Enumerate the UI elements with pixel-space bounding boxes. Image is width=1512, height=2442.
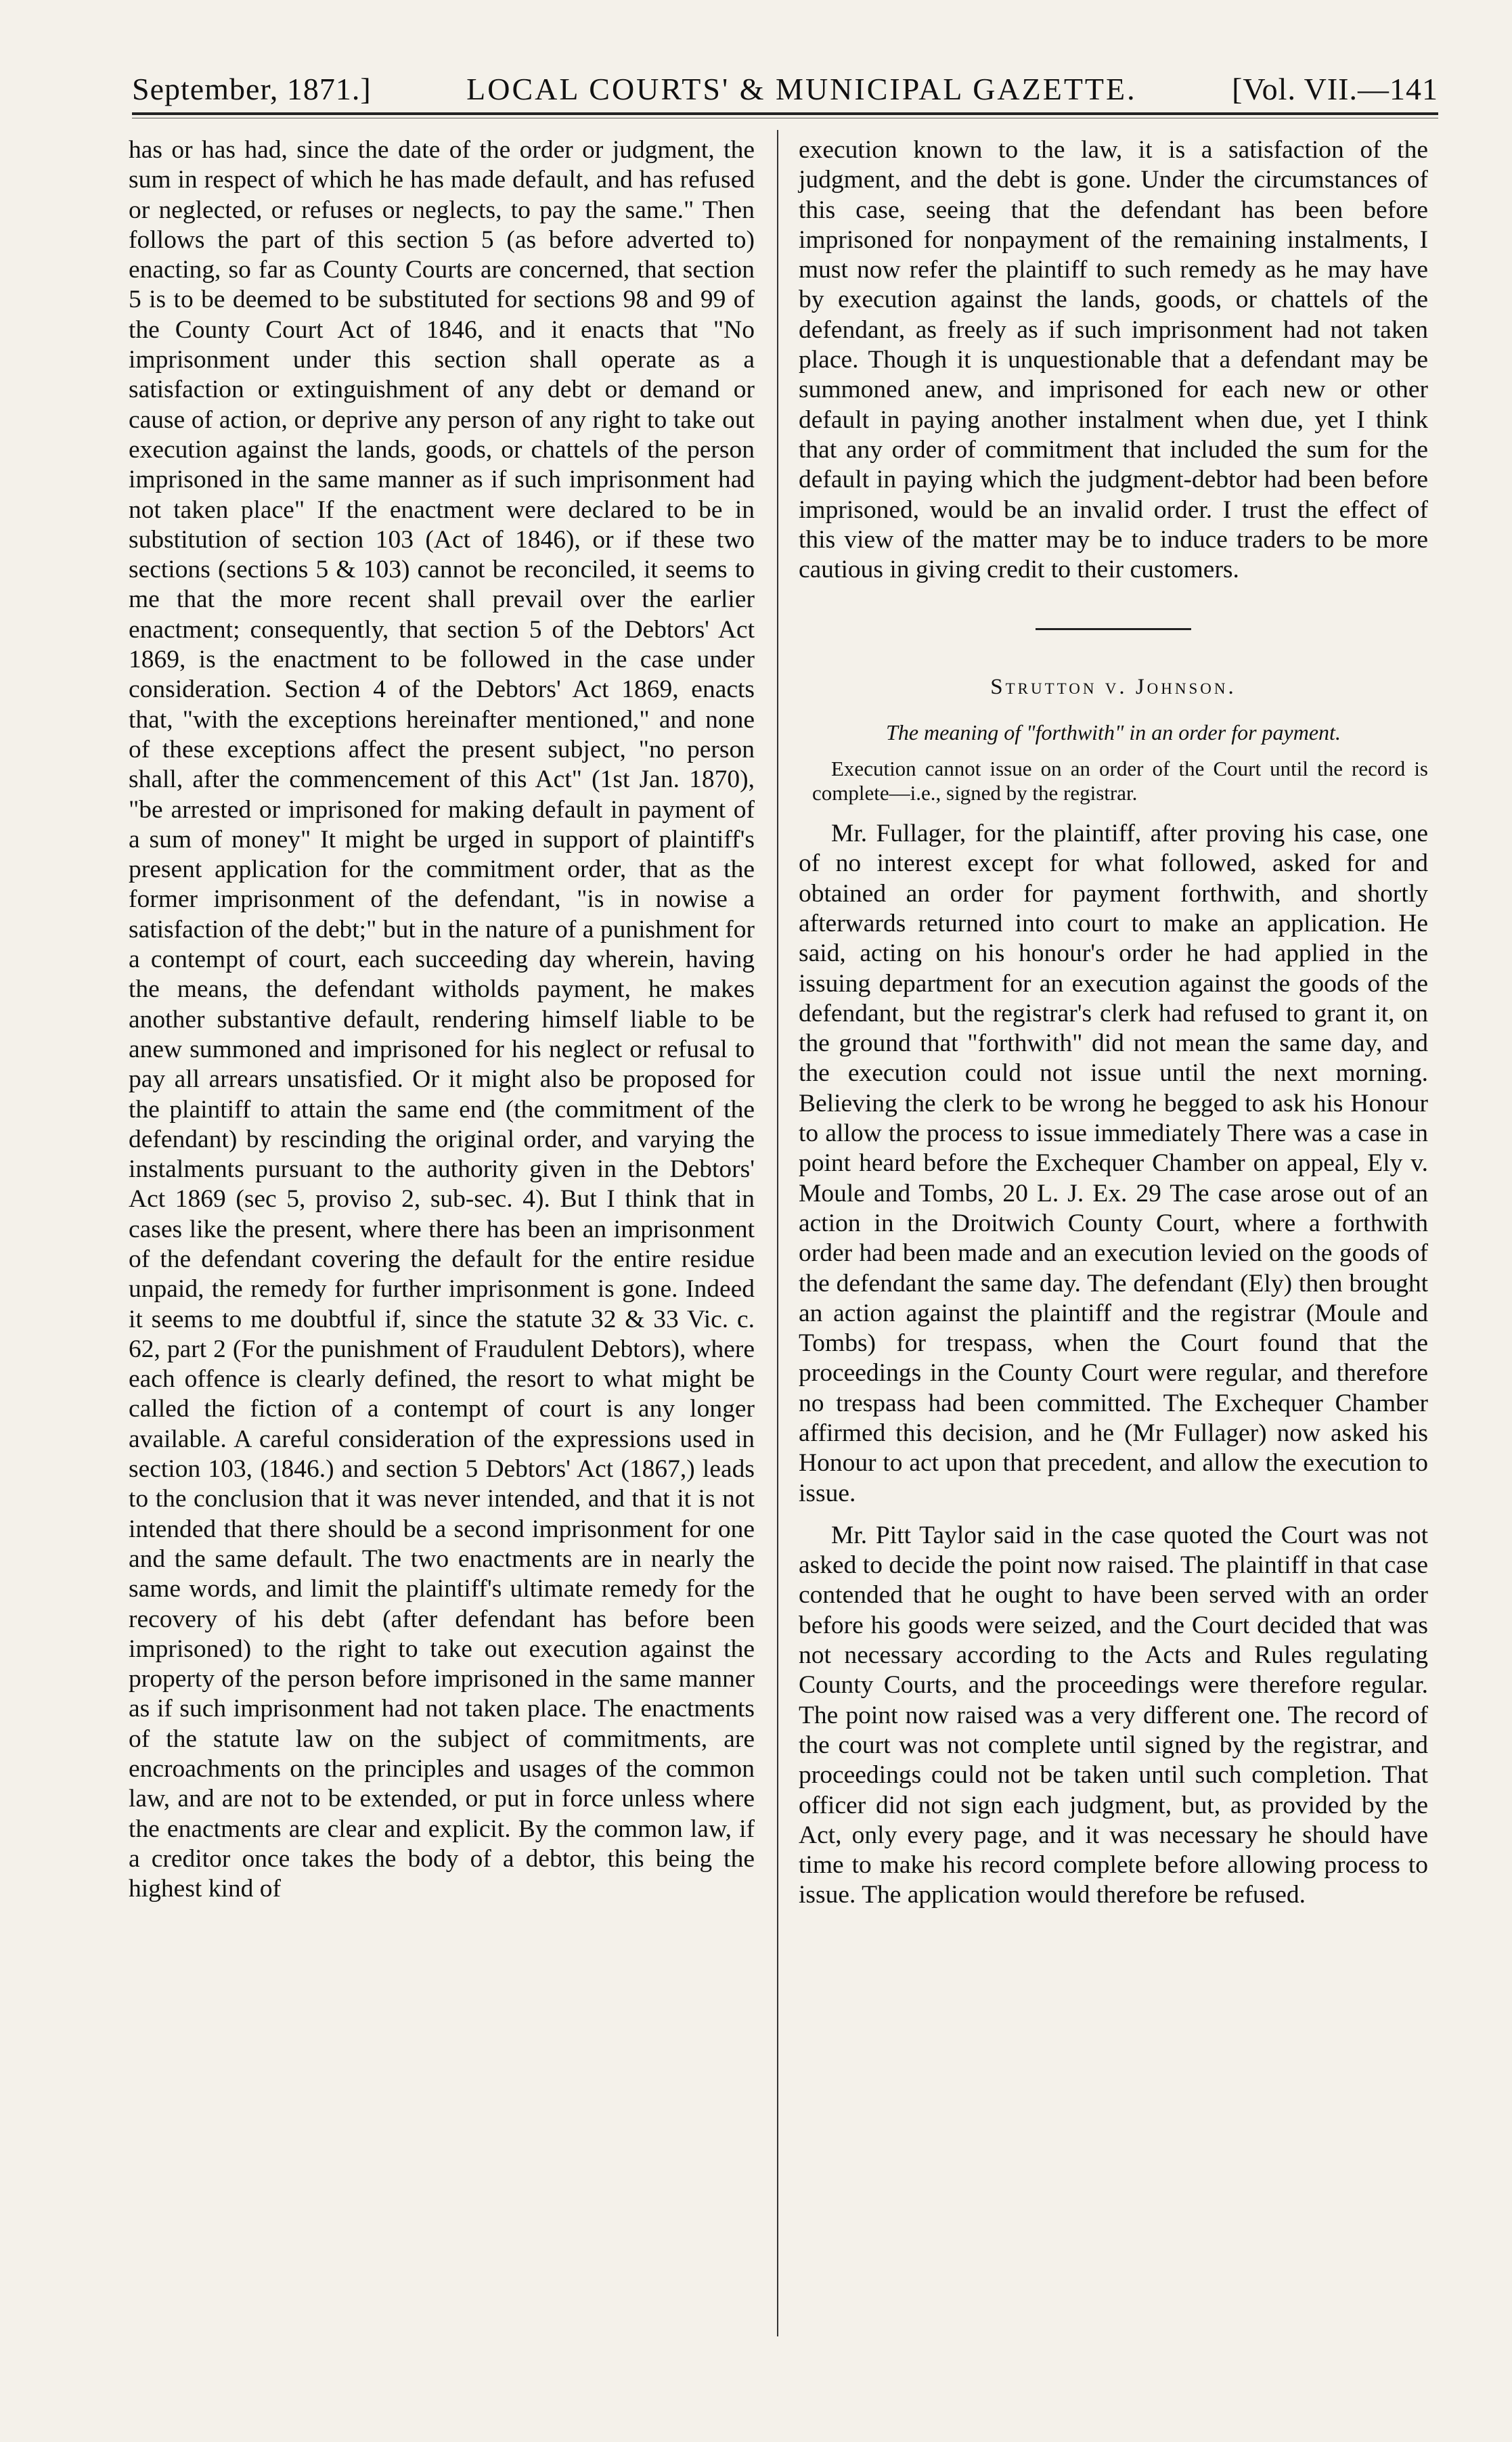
header-rule (132, 112, 1438, 115)
case-subtitle: The meaning of "forthwith" in an order for payment. (886, 719, 1341, 745)
header-title: LOCAL COURTS' & MUNICIPAL GAZETTE. (466, 72, 1137, 106)
left-paragraph: has or has had, since the date of the order or judgment, the sum in respect of which he has made default, and has refused or neglected, or refuses or neglects, to pay the same." Then follows the part of this section 5 (as before adverted to) enacting, so far as County Courts are concerned, that section 5 is to be deemed to be substituted for sections 98 and 99 of the County Court Act of 1846, and it enacts that "No imprisonment under this section shall operate as a satisfaction or extinguishment of any debt or demand or cause of action, or deprive any person of any right to take out execution against the lands, goods, or chattels of the person imprisoned in the same manner as if such imprisonment had not taken place" If the enactment were declared to be in substitution of section 103 (Act of 1846), or if these two sections (sections 5 & 103) cannot be reconciled, it seems to me that the more recent shall prevail over the earlier enactment; consequently, that section 5 of the Debtors' Act 1869, is the enactment to be followed in the case under consideration. Section 4 of the Debtors' Act 1869, enacts that, "with the exceptions hereinafter mentioned," and none of these exceptions affect the present subject, "no person shall, after the commencement of this Act" (1st Jan. 1870), "be arrested or imprisoned for making default in payment of a sum of money" It might be urged in support of plaintiff's present application for the commitment order, that as the former imprisonment of the defendant, "is in nowise a satisfaction of the debt;" but in the nature of a punishment for a contempt of court, each succeeding day wherein, having the means, the defendant witholds payment, he makes another substantive default, rendering himself liable to be anew summoned and imprisoned for his neglect or refusal to pay all arrears unsatisfied. Or it might also be proposed for the plaintiff to attain the same end (the commitment of the defendant) by rescinding the original order, and varying the instalments pursuant to the authority given in the Debtors' Act 1869 (sec 5, proviso 2, sub-sec. 4). But I think that in cases like the present, where there has been an imprisonment of the defendant covering the default for the entire residue unpaid, the remedy for further imprisonment is gone. Indeed it seems to me doubtful if, since the statute 32 & 33 Vic. c. 62, part 2 (For the punishment of Fraudulent Debtors), where each offence is clearly defined, the resort to what might be called the fiction of a contempt of court is any longer available. A careful consideration of the expressions used in section 103, (1846.) and section 5 Debtors' Act (1867,) leads to the conclusion that it was never intended, and that it is not intended that there should be a second imprisonment for one and the same default. The two enactments are in nearly the same words, and limit the plaintiff's ultimate remedy for the recovery of his debt (after defendant has before been imprisoned) to the right to take out execution against the property of the person before imprisoned in the same manner as if such imprisonment had not taken place. The enactments of the statute law on the subject of commitments, are encroachments on the principles and usages of the common law, and are not to be extended, or put in force unless where the enactments are clear and explicit. By the common law, if a creditor once takes the body of a debtor, this being the highest kind of (129, 136, 755, 1903)
header-date: September, 1871.] (132, 72, 372, 106)
section-divider (1036, 628, 1191, 630)
page-header (132, 53, 1438, 107)
left-column (129, 135, 755, 1905)
case-title: Strutton v. Johnson. (990, 675, 1237, 700)
header-volume: [Vol. VII.—141 (1232, 72, 1438, 106)
column-divider (777, 130, 778, 2336)
right-paragraph-taylor: Mr. Pitt Taylor said in the case quoted the Court was not asked to decide the point now raised. The plaintiff in that case contended that he ought to have been served with an order before his goods were seized, and the Court decided that was not necessary according to the Acts and Rules regulating County Courts, and the proceedings were therefore regular. The point now raised was a very different one. The record of the court was not complete until signed by the registrar, and proceedings could not be taken until such completion. That officer did not sign each judgment, but, as provided by the Act, only every page, and it was necessary he should have time to make his record complete before allowing process to issue. The application would therefore be refused. (799, 1521, 1428, 1909)
right-paragraph-fullager: Mr. Fullager, for the plaintiff, after proving his case, one of no interest except for what followed, asked for and obtained an order for payment forthwith, and shortly afterwards returned into court to make an application. He said, acting on his honour's order he had applied in the issuing department for an execution against the goods of the defendant, but the registrar's clerk had refused to grant it, on the ground that "forthwith" did not mean the same day, and the execution could not issue until the next morning. Believing the clerk to be wrong he begged to ask his Honour to allow the process to issue immediately There was a case in point heard before the Exchequer Chamber on appeal, Ely v. Moule and Tombs, 20 L. J. Ex. 29 The case arose out of an action in the Droitwich County Court, where a forthwith order had been made and an execution levied on the goods of the defendant the same day. The defendant (Ely) then brought an action against the plaintiff and the registrar (Moule and Tombs) for trespass, when the Court found that the proceedings in the County Court were regular, and therefore no trespass had been committed. The Exchequer Chamber affirmed this decision, and he (Mr Fullager) now asked his Honour to act upon that precedent, and allow the execution to issue. (799, 820, 1428, 1507)
case-headnote: Execution cannot issue on an order of the Court until the record is complete—i.e., signed by the registrar. (812, 757, 1428, 805)
right-column (799, 135, 1428, 1911)
right-paragraph-continuation: execution known to the law, it is a satisfaction of the judgment, and the debt is gone. Under the circumstances of this case, seeing that the defendant has been before imprisoned for nonpayment of the remaining instalments, I must now refer the plaintiff to such remedy as he may have by execution against the lands, goods, or chattels of the defendant, as freely as if such imprisonment had not taken place. Though it is unquestionable that a defendant may be summoned anew, and imprisoned for each new or other default in paying another instalment when due, yet I think that any order of commitment that included the sum for the default in paying which the judgment-debtor had been before imprisoned, would be an invalid order. I trust the effect of this view of the matter may be to induce traders to be more cautious in giving credit to their customers. (799, 136, 1428, 584)
